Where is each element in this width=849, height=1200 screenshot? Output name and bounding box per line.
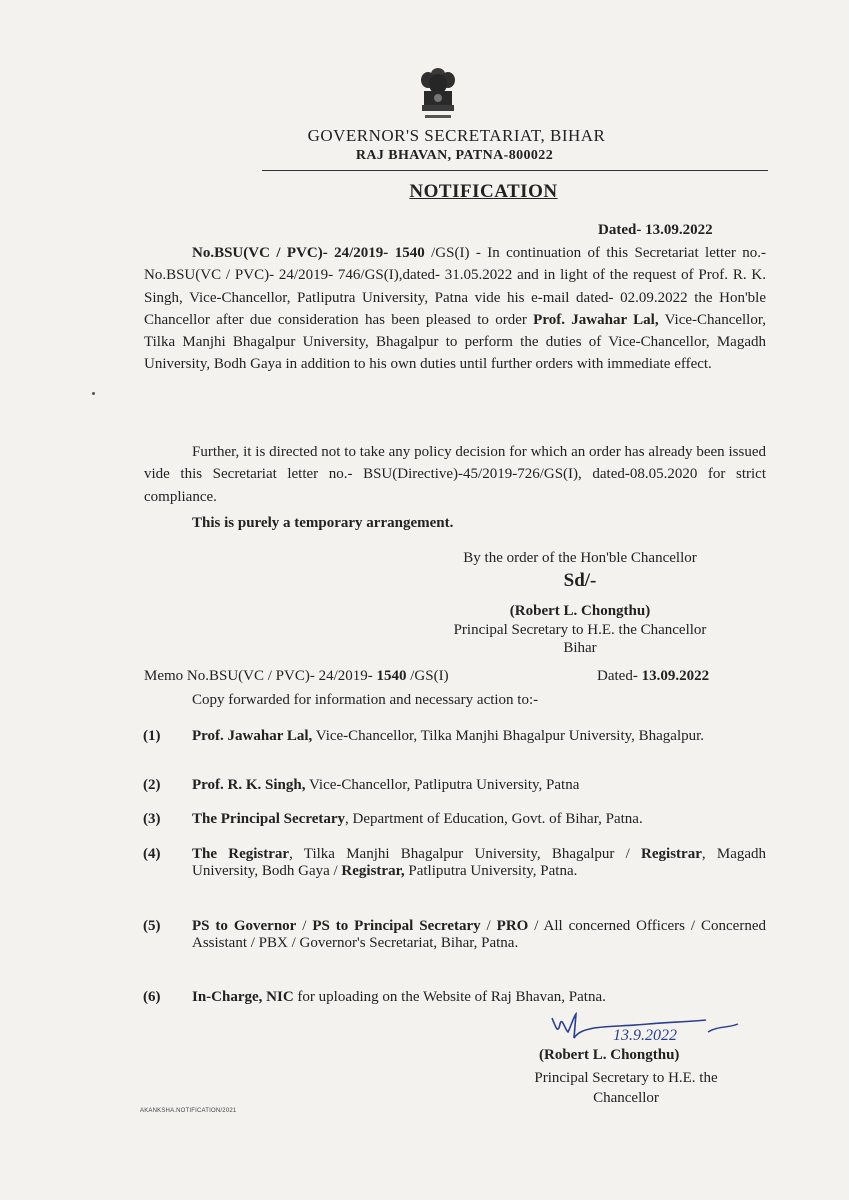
recipient-text: / (480, 918, 497, 934)
signatory-designation: Principal Secretary to H.E. the Chancellor (453, 622, 707, 638)
signed-mark: Sd/- (563, 570, 597, 591)
designation-line-1: Principal Secretary to H.E. the (534, 1070, 718, 1086)
paragraph-directive (144, 441, 766, 508)
recipient-text: , Tilka Manjhi Bhagalpur University, Bhagalpur / (289, 846, 642, 862)
paragraph-text-continued: Vice-Chancellor, Tilka Manjhi Bhagalpur University, Bhagalpur to perform the duties of Vice-Chancellor, Magadh University, Bodh Gaya in addition to his own duties until further orders with immediate effect. (144, 311, 766, 373)
org-name: GOVERNOR'S SECRETARIAT, BIHAR (307, 126, 606, 145)
recipient-text: Vice-Chancellor, Patliputra University, Patna (305, 777, 580, 793)
recipient-bold: PRO (496, 918, 529, 934)
header-divider (262, 170, 768, 171)
recipient-bold: The Principal Secretary (192, 811, 346, 827)
recipient-bold: PS to Principal Secretary (312, 918, 481, 934)
recipient-bold: Prof. R. K. Singh, (192, 777, 306, 793)
handwritten-date: 13.9.2022 (613, 1027, 677, 1044)
signatory-designation-2 (500, 1068, 752, 1108)
memo-serial: 1540 (376, 668, 407, 684)
list-item-number: (4) (143, 846, 161, 862)
notification-date: Dated- 13.09.2022 (598, 222, 713, 238)
list-item-text (192, 846, 766, 880)
recipient-bold: In-Charge, NIC (192, 989, 294, 1005)
memo-number (144, 668, 449, 685)
signatory-name: (Robert L. Chongthu) (509, 603, 651, 619)
paragraph-text: /GS(I) - In continuation of this Secretariat letter no.- No.BSU(VC / PVC)- 24/2019- 746/GS(I),dated- 31.05.2022 and in light of the request of Prof. R. K. Singh, Vice-Chancellor, Patliputra University, Patna vide his e-mail dated- 02.09.2022 the Hon'ble Chancellor after due consideration has been pleased to order (144, 245, 767, 328)
recipient-bold: Prof. Jawahar Lal, (192, 728, 313, 744)
list-item-text (192, 728, 766, 745)
appointee-name: Prof. Jawahar Lal, (533, 311, 659, 328)
org-address: RAJ BHAVAN, PATNA-800022 (355, 148, 554, 163)
page-title: NOTIFICATION (409, 181, 558, 202)
recipient-text: Patliputra University, Patna. (404, 863, 578, 879)
list-item-number: (3) (143, 811, 161, 827)
recipient-text: for uploading on the Website of Raj Bhavan, Patna. (293, 989, 606, 1005)
footer-reference: AKANKSHA.NOTIFICATION/2021 (140, 1108, 237, 1114)
memo-prefix: Memo No.BSU(VC / PVC)- 24/2019- (144, 668, 377, 684)
recipient-bold: The Registrar (192, 846, 290, 862)
paragraph-order (144, 242, 766, 376)
list-item-number: (6) (143, 989, 161, 1005)
signature-graphic (538, 1010, 748, 1046)
memo-suffix: /GS(I) (406, 668, 449, 684)
recipient-text: / All concerned Officers / Concerned Assistant / PBX / Governor's Secretariat, Bihar, Patna. (192, 918, 766, 951)
signatory-place: Bihar (563, 640, 597, 656)
list-item-text (192, 777, 766, 794)
recipient-text: , Magadh University, Bodh Gaya / (192, 846, 767, 879)
memo-date-value: 13.09.2022 (641, 668, 710, 684)
list-item-number: (5) (143, 918, 161, 934)
copy-forwarded-line: Copy forwarded for information and necessary action to:- (192, 692, 539, 708)
list-item-text (192, 811, 766, 828)
signatory-name-2: (Robert L. Chongthu) (539, 1047, 680, 1063)
list-item-number: (2) (143, 777, 161, 793)
handwritten-signature (538, 1010, 748, 1046)
reference-number: No.BSU(VC / PVC)- 24/2019- 1540 (192, 245, 425, 261)
list-item-number: (1) (143, 728, 161, 744)
by-order-line: By the order of the Hon'ble Chancellor (463, 550, 697, 566)
recipient-text: Vice-Chancellor, Tilka Manjhi Bhagalpur University, Bhagalpur. (312, 728, 705, 744)
recipient-text: , Department of Education, Govt. of Bihar, Patna. (345, 811, 643, 827)
list-item-text (192, 918, 766, 952)
temporary-note: This is purely a temporary arrangement. (192, 515, 454, 531)
recipient-bold: Registrar (641, 846, 702, 862)
designation-line-2: Chancellor (593, 1090, 659, 1106)
emblem-graphic (414, 64, 462, 126)
memo-date (597, 668, 709, 685)
speck (92, 392, 95, 395)
paragraph-text: Further, it is directed not to take any policy decision for which an order has already been issued vide this Secretariat letter no.- BSU(Directive)-45/2019-726/GS(I), dated-08.05.2020 for strict compliance. (144, 444, 766, 505)
recipient-bold: PS to Governor (192, 918, 297, 934)
memo-date-label: Dated- (597, 668, 642, 684)
list-item-text (192, 989, 766, 1006)
recipient-text: / (296, 918, 313, 934)
state-emblem-icon (414, 64, 462, 126)
recipient-bold: Registrar, (341, 863, 405, 879)
